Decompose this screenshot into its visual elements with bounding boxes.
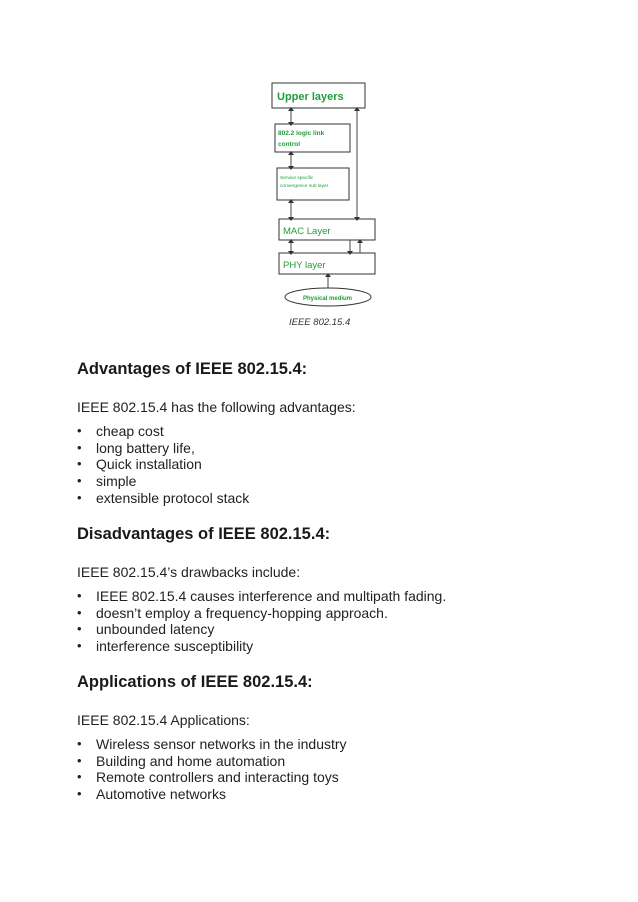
list-item: • unbounded latency: [77, 621, 215, 638]
bullet-icon: •: [77, 588, 82, 603]
list-item: • doesn’t employ a frequency-hopping approach.: [77, 604, 388, 621]
disadvantages-section: [77, 525, 446, 655]
mac-layer-label: MAC Layer: [283, 226, 331, 237]
physical-medium-label: Physical medium: [303, 296, 353, 302]
list-item: • IEEE 802.15.4 causes interference and multipath fading.: [77, 588, 447, 604]
llc-label-line1: 802.2 logic link: [278, 130, 325, 137]
bullet-icon: •: [77, 736, 82, 751]
disadvantages-heading: Disadvantages of IEEE 802.15.4:: [77, 525, 331, 543]
figure-caption: IEEE 802.15.4: [289, 317, 351, 328]
llc-label-line2: control: [278, 141, 301, 148]
protocol-stack-svg: [260, 78, 390, 313]
upper-layers-label: Upper layers: [277, 91, 344, 103]
bullet-icon: •: [77, 604, 82, 620]
disadvantages-list: [77, 588, 446, 655]
bullet-icon: •: [77, 638, 82, 654]
phy-layer-label: PHY layer: [283, 260, 326, 271]
applications-intro: IEEE 802.15.4 Applications:: [77, 712, 250, 728]
bullet-icon: •: [77, 473, 82, 489]
list-item: • long battery life,: [77, 439, 195, 456]
bullet-icon: •: [77, 423, 82, 438]
list-item: • interference susceptibility: [77, 638, 254, 655]
list-item: • Building and home automation: [77, 752, 286, 769]
sscs-label-line1: Service specific: [280, 176, 314, 181]
advantages-list: [77, 423, 356, 507]
list-item: • simple: [77, 473, 137, 490]
sscs-label-line2: convergence sub layer: [280, 184, 329, 189]
advantages-section: [77, 360, 356, 507]
bullet-icon: •: [77, 456, 82, 472]
disadvantages-intro: IEEE 802.15.4’s drawbacks include:: [77, 564, 301, 580]
list-item: • cheap cost: [77, 423, 164, 439]
bullet-icon: •: [77, 769, 82, 785]
protocol-stack-diagram: [260, 78, 390, 313]
list-item: • Quick installation: [77, 456, 202, 473]
bullet-icon: •: [77, 439, 82, 455]
bullet-icon: •: [77, 786, 82, 802]
list-item: • Remote controllers and interacting toys: [77, 769, 339, 786]
advantages-heading: Advantages of IEEE 802.15.4:: [77, 360, 308, 378]
list-item: • Wireless sensor networks in the industry: [77, 736, 347, 752]
applications-section: [77, 673, 347, 803]
bullet-icon: •: [77, 752, 82, 768]
list-item: • Automotive networks: [77, 786, 226, 803]
bullet-icon: •: [77, 621, 82, 637]
bullet-icon: •: [77, 489, 82, 505]
advantages-intro: IEEE 802.15.4 has the following advantages:: [77, 399, 356, 415]
applications-list: [77, 736, 347, 803]
list-item: • extensible protocol stack: [77, 489, 250, 506]
applications-heading: Applications of IEEE 802.15.4:: [77, 673, 313, 691]
